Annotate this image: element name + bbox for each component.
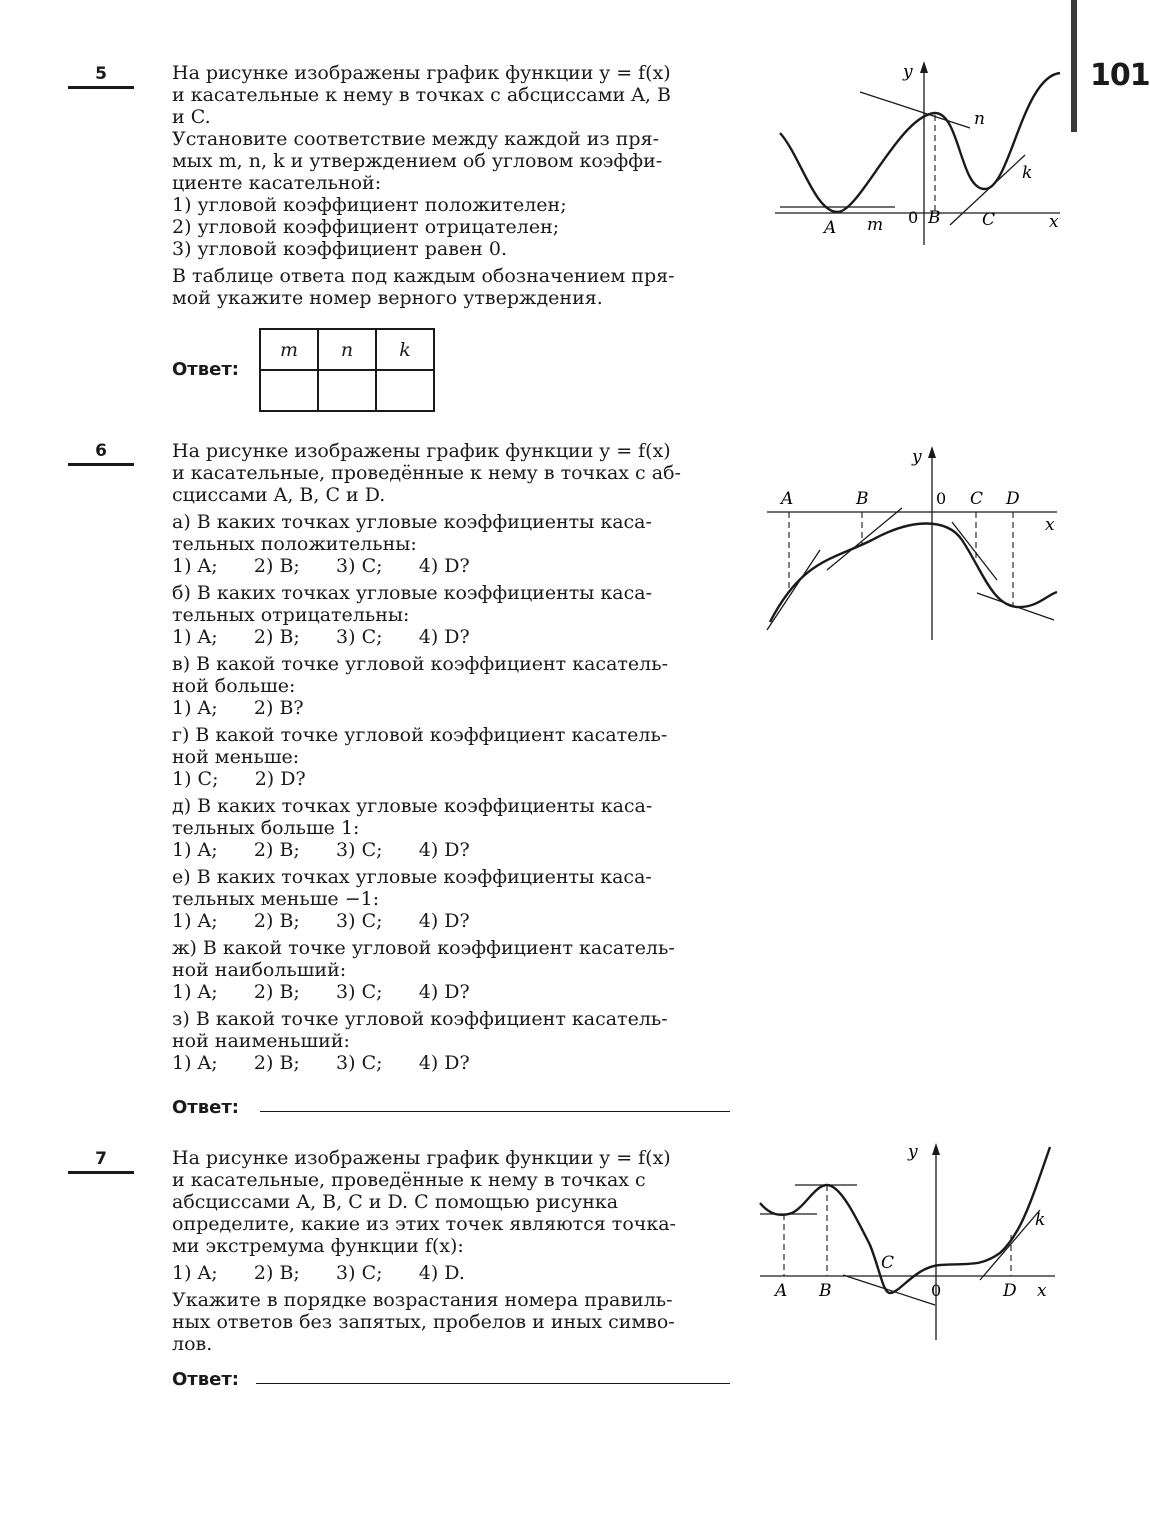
tangent-a xyxy=(767,550,820,630)
table-header-m: m xyxy=(260,329,318,370)
task-5-answer-label: Ответ: xyxy=(172,359,239,380)
task-6-options: 1) A; 2) B; 3) C; 4) D? xyxy=(172,1052,470,1074)
answer-cell-n[interactable] xyxy=(318,370,376,411)
task-6-answer-field[interactable] xyxy=(260,1111,730,1112)
task-7-answer-field[interactable] xyxy=(256,1383,730,1384)
task-6-question: тельных отрицательны: xyxy=(172,604,410,626)
tangent-b xyxy=(827,508,902,570)
table-header-n: n xyxy=(318,329,376,370)
x-label: x xyxy=(1045,515,1055,535)
origin-label: 0 xyxy=(931,1281,942,1300)
task-6-question: в) В какой точке угловой коэффициент касатель- xyxy=(172,653,668,675)
task-7-line: и касательные, проведённые к нему в точках с xyxy=(172,1169,646,1191)
answer-cell-m[interactable] xyxy=(260,370,318,411)
task-6-question: а) В каких точках угловые коэффициенты каса- xyxy=(172,511,652,533)
task-6-answer-label: Ответ: xyxy=(172,1097,239,1118)
task-5-line: циенте касательной: xyxy=(172,172,382,194)
y-label: y xyxy=(912,447,922,467)
point-d-label: D xyxy=(1006,489,1020,509)
task-5-line: и C. xyxy=(172,106,211,128)
task-7-options: 1) A; 2) B; 3) C; 4) D. xyxy=(172,1262,465,1284)
task-6-options: 1) A; 2) B; 3) C; 4) D? xyxy=(172,555,470,577)
point-b-label: B xyxy=(856,489,869,509)
task-6-question: е) В каких точках угловые коэффициенты каса- xyxy=(172,866,652,888)
task-5-line: мых m, n, k и утверждением об угловом коэффи- xyxy=(172,150,663,172)
task-6-line: сциссами A, B, C и D. xyxy=(172,484,386,506)
point-c-label: C xyxy=(982,210,996,230)
point-c-label: C xyxy=(970,489,984,509)
task-6-question: ж) В какой точке угловой коэффициент касатель- xyxy=(172,937,675,959)
line-m-label: m xyxy=(867,215,884,235)
y-label: y xyxy=(908,1142,918,1162)
task-7-number: 7 xyxy=(68,1149,134,1174)
task-5-option: 3) угловой коэффициент равен 0. xyxy=(172,238,507,260)
function-curve xyxy=(770,524,1057,623)
point-b-label: B xyxy=(819,1281,832,1301)
tangent-c xyxy=(843,1275,935,1305)
task-6-question: тельных меньше −1: xyxy=(172,888,380,910)
answer-cell-k[interactable] xyxy=(376,370,434,411)
task-5-text xyxy=(172,62,732,309)
line-k-label: k xyxy=(1022,163,1033,183)
y-axis-arrow xyxy=(932,1143,940,1155)
y-axis-arrow xyxy=(928,446,936,458)
task-5-number: 5 xyxy=(68,64,134,89)
function-curve xyxy=(760,1147,1050,1293)
task-6-question: тельных положительны: xyxy=(172,533,417,555)
line-k-label: k xyxy=(1035,1210,1046,1230)
task-6-question: г) В какой точке угловой коэффициент касатель- xyxy=(172,724,668,746)
origin-label: 0 xyxy=(936,489,947,508)
task-7-line: ных ответов без запятых, пробелов и иных симво- xyxy=(172,1311,675,1333)
task-7-text xyxy=(172,1147,732,1355)
task-7-line: Укажите в порядке возрастания номера правиль- xyxy=(172,1289,673,1311)
task-5-answer-table xyxy=(259,328,435,412)
task-6-question: д) В каких точках угловые коэффициенты каса- xyxy=(172,795,653,817)
task-7-line: лов. xyxy=(172,1333,213,1355)
origin-label: 0 xyxy=(908,208,919,227)
task-6-line: На рисунке изображены график функции y = f(x) xyxy=(172,440,671,462)
point-a-label: A xyxy=(775,1281,788,1301)
task-6-text xyxy=(172,440,732,1074)
task-5-option: 1) угловой коэффициент положителен; xyxy=(172,194,567,216)
task-6-number: 6 xyxy=(68,441,134,466)
task-6-question: з) В какой точке угловой коэффициент касатель- xyxy=(172,1008,668,1030)
point-a-label: A xyxy=(781,489,794,509)
task-7-line: абсциссами A, B, C и D. С помощью рисунка xyxy=(172,1191,619,1213)
line-n-label: n xyxy=(974,109,985,129)
task-6-line: и касательные, проведённые к нему в точках с аб- xyxy=(172,462,681,484)
task-5-line: и касательные к нему в точках с абсциссами A, B xyxy=(172,84,671,106)
table-header-k: k xyxy=(376,329,434,370)
task-6-question: б) В каких точках угловые коэффициенты каса- xyxy=(172,582,653,604)
task-5-graph xyxy=(760,55,1070,255)
task-6-question: тельных больше 1: xyxy=(172,817,360,839)
task-7-line: определите, какие из этих точек являются точка- xyxy=(172,1213,676,1235)
task-5-option: 2) угловой коэффициент отрицателен; xyxy=(172,216,560,238)
tangent-c xyxy=(952,522,997,580)
point-d-label: D xyxy=(1003,1281,1017,1301)
task-5-line: На рисунке изображены график функции y = f(x) xyxy=(172,62,671,84)
x-label: x xyxy=(1049,212,1059,232)
task-5-line: В таблице ответа под каждым обозначением пря- xyxy=(172,265,675,287)
task-6-question: ной наименьший: xyxy=(172,1030,350,1052)
task-6-question: ной меньше: xyxy=(172,746,300,768)
task-6-options: 1) A; 2) B? xyxy=(172,697,304,719)
task-6-question: ной больше: xyxy=(172,675,296,697)
task-6-options: 1) A; 2) B; 3) C; 4) D? xyxy=(172,626,470,648)
point-b-label: B xyxy=(928,208,941,228)
task-7-line: ми экстремума функции f(x): xyxy=(172,1235,464,1257)
point-c-label: C xyxy=(881,1253,895,1273)
y-axis-arrow xyxy=(920,61,928,73)
task-5-line: мой укажите номер верного утверждения. xyxy=(172,287,603,309)
point-a-label: A xyxy=(824,218,837,238)
page-number: 101 xyxy=(1090,58,1150,93)
task-6-options: 1) C; 2) D? xyxy=(172,768,306,790)
function-curve xyxy=(780,73,1060,212)
task-6-graph xyxy=(762,440,1067,650)
y-label: y xyxy=(903,62,913,82)
task-7-graph xyxy=(755,1135,1065,1350)
task-6-options: 1) A; 2) B; 3) C; 4) D? xyxy=(172,839,470,861)
task-7-answer-label: Ответ: xyxy=(172,1369,239,1390)
x-label: x xyxy=(1037,1281,1047,1301)
tangent-d xyxy=(977,593,1054,620)
task-7-line: На рисунке изображены график функции y = f(x) xyxy=(172,1147,671,1169)
task-5-line: Установите соответствие между каждой из пря- xyxy=(172,128,659,150)
task-6-options: 1) A; 2) B; 3) C; 4) D? xyxy=(172,981,470,1003)
task-6-options: 1) A; 2) B; 3) C; 4) D? xyxy=(172,910,470,932)
task-6-question: ной наибольший: xyxy=(172,959,347,981)
tangent-k xyxy=(980,1210,1040,1280)
page-edge-marker xyxy=(1071,0,1077,132)
